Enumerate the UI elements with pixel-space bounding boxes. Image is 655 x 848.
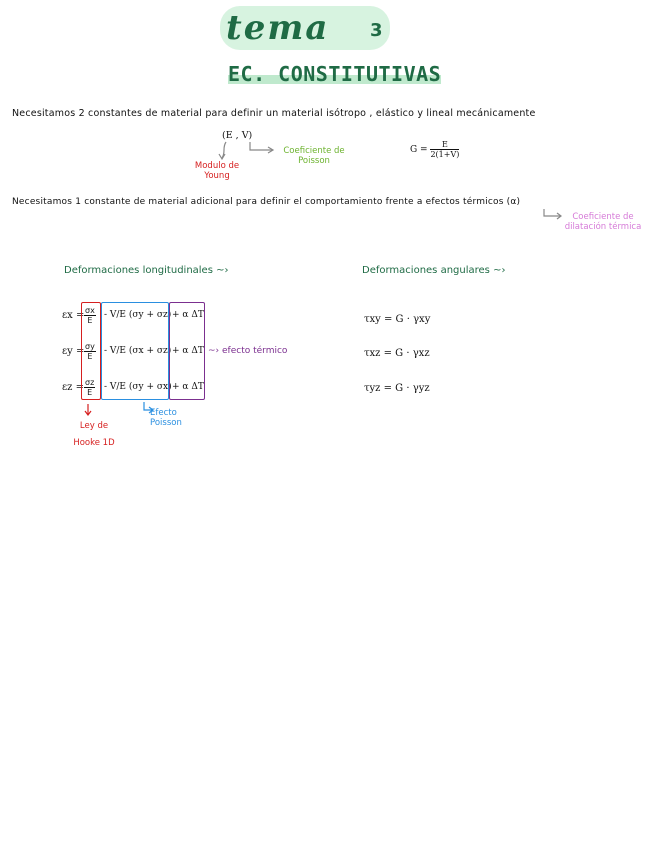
longitudinal-heading bbox=[64, 265, 229, 276]
poisson-term-x: - V/E (σy + σz) bbox=[104, 310, 172, 320]
wave-arrow-icon: ~› bbox=[216, 265, 229, 276]
lhs-z: εz = bbox=[62, 382, 85, 393]
hooke-num-y: σy bbox=[85, 342, 95, 351]
page-subtitle: EC. CONSTITUTIVAS bbox=[228, 62, 442, 86]
angular-row-yz: τyz = G · γyz bbox=[364, 383, 430, 394]
shear-formula-lhs: G = bbox=[410, 145, 428, 155]
constants-pair: (E , V) bbox=[222, 130, 253, 141]
thermal-line: Necesitamos 1 constante de material adicional para definir el comportamiento frente a efectos térmicos (α) bbox=[12, 197, 521, 207]
poisson-arrow bbox=[248, 142, 278, 156]
longitudinal-equations bbox=[62, 306, 222, 406]
thermal-effect-label bbox=[208, 346, 287, 356]
young-arrow bbox=[212, 142, 252, 162]
lhs-y: εy = bbox=[62, 346, 85, 357]
poisson-effect-label: Efecto Poisson bbox=[150, 408, 182, 428]
hooke-num-z: σz bbox=[85, 378, 95, 387]
poisson-coefficient-label: Coeficiente de Poisson bbox=[283, 146, 345, 166]
shear-formula-fraction bbox=[430, 140, 459, 159]
poisson-term-y: - V/E (σx + σz) bbox=[104, 346, 172, 356]
title-number: 3 bbox=[370, 20, 383, 41]
lhs-x: εx = bbox=[62, 310, 85, 321]
angular-row-xy: τxy = G · γxy bbox=[364, 314, 431, 325]
hooke-arrow bbox=[82, 404, 94, 418]
thermal-term-y: + α ΔT bbox=[172, 346, 204, 356]
thermal-term-x: + α ΔT bbox=[172, 310, 204, 320]
wave-arrow-icon: ~› bbox=[208, 346, 223, 356]
thermal-term-z: + α ΔT bbox=[172, 382, 204, 392]
shear-formula-num: E bbox=[430, 140, 459, 150]
young-modulus-label: Modulo de Young bbox=[194, 161, 240, 181]
hooke-box bbox=[81, 302, 101, 400]
shear-formula-den: 2(1+V) bbox=[430, 150, 460, 159]
poisson-term-z: - V/E (σy + σx) bbox=[104, 382, 172, 392]
hooke-num-x: σx bbox=[85, 306, 95, 315]
shear-modulus-formula bbox=[410, 140, 459, 159]
dilatation-coefficient-label: Coeficiente de dilatación térmica bbox=[564, 212, 642, 232]
hooke-den-z: E bbox=[87, 388, 93, 397]
page-title bbox=[220, 4, 420, 54]
thermal-box bbox=[169, 302, 205, 400]
hooke-den-y: E bbox=[87, 352, 93, 361]
poisson-box bbox=[101, 302, 172, 400]
title-text: tema bbox=[226, 8, 330, 48]
angular-row-xz: τxz = G · γxz bbox=[364, 348, 430, 359]
intro-line: Necesitamos 2 constantes de material para definir un material isótropo , elástico y lineal mecánicamente bbox=[12, 108, 536, 119]
longitudinal-heading-text: Deformaciones longitudinales bbox=[64, 265, 213, 276]
wave-arrow-icon: ~› bbox=[493, 265, 506, 276]
thermal-effect-text: efecto térmico bbox=[222, 346, 288, 356]
angular-heading bbox=[362, 265, 505, 276]
angular-heading-text: Deformaciones angulares bbox=[362, 265, 490, 276]
hooke-den-x: E bbox=[87, 316, 93, 325]
hooke-law-label: Ley de Hooke 1D bbox=[73, 421, 115, 448]
